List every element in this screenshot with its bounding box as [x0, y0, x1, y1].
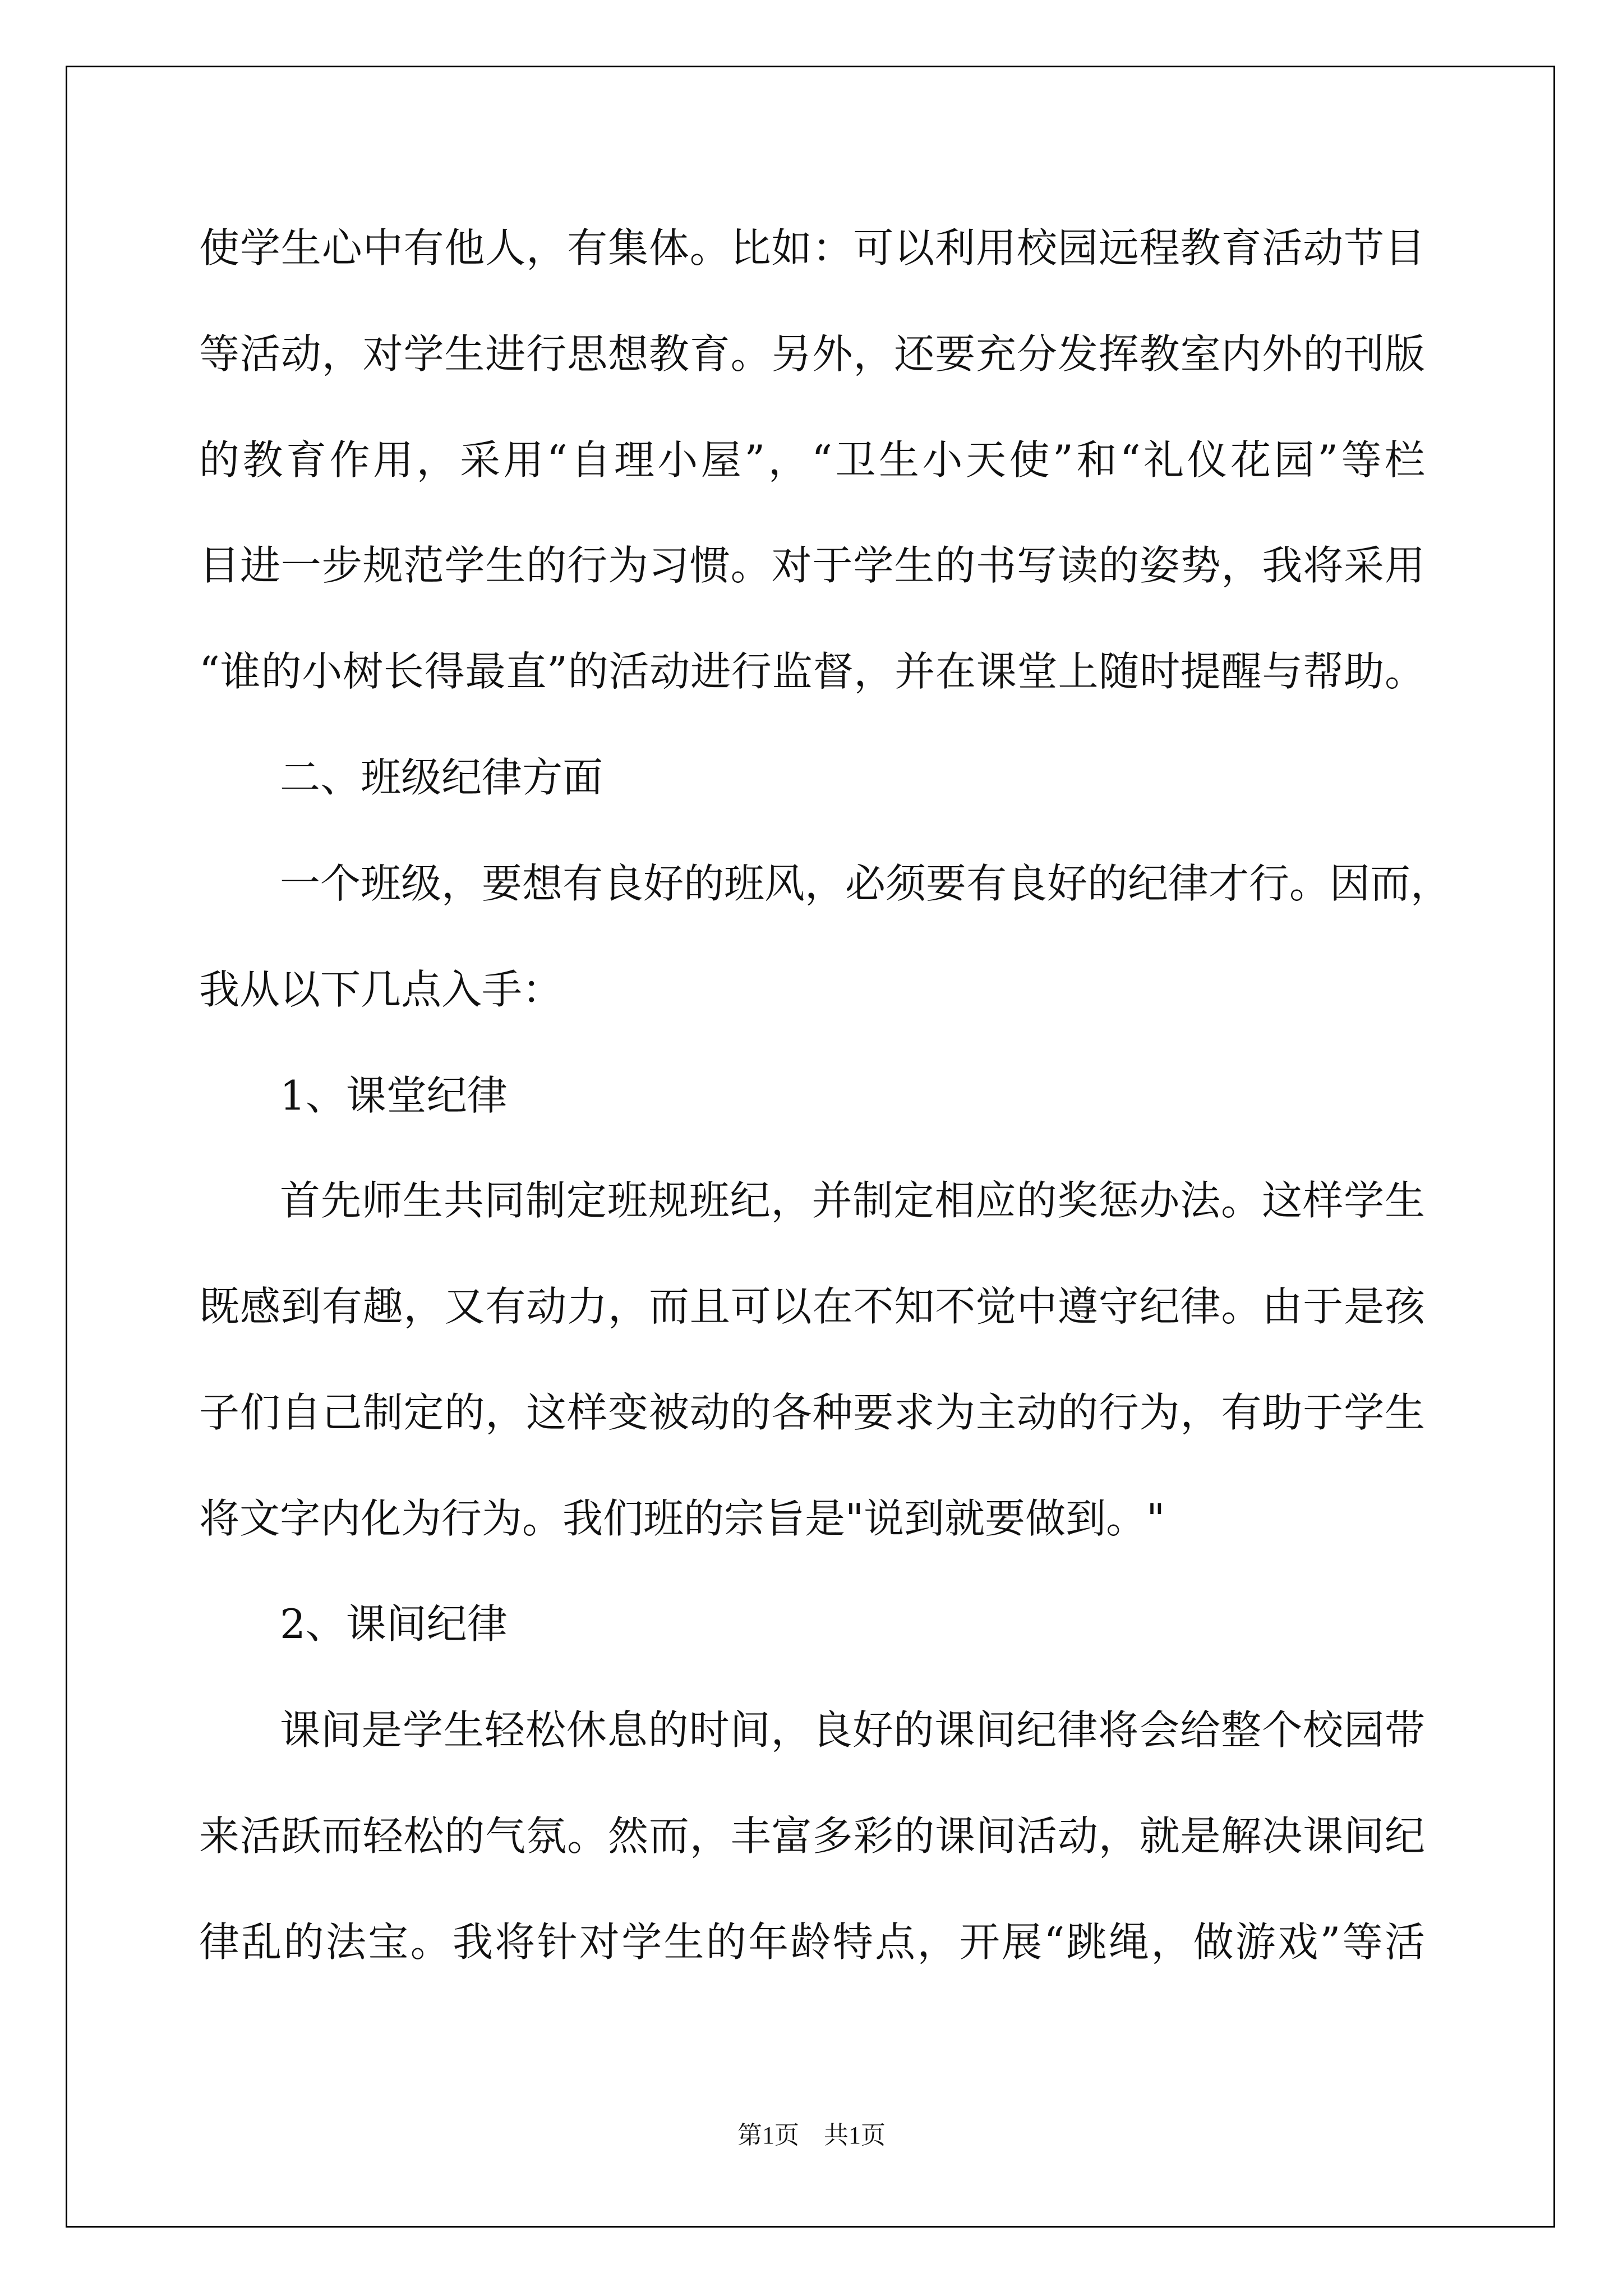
body-line: 目进一步规范学生的行为习惯。对于学生的书写读的姿势，我将采用 [199, 542, 1425, 589]
page-border [66, 66, 1555, 2228]
body-line: “谁的小树长得最直”的活动进行监督，并在课堂上随时提醒与帮助。 [199, 648, 1425, 695]
body-line: 既感到有趣，又有动力，而且可以在不知不觉中遵守纪律。由于是孩 [199, 1283, 1425, 1330]
section-heading: 二、班级纪律方面 [280, 754, 603, 801]
body-line: 将文字内化为行为。我们班的宗旨是"说到就要做到。" [199, 1495, 1165, 1542]
subsection-heading: 2、课间纪律 [280, 1600, 508, 1648]
body-line: 律乱的法宝。我将针对学生的年龄特点，开展“跳绳，做游戏”等活 [199, 1918, 1425, 1966]
body-line: 使学生心中有他人，有集体。比如：可以利用校园远程教育活动节目 [199, 224, 1425, 272]
body-line: 一个班级，要想有良好的班风，必须要有良好的纪律才行。因而， [280, 860, 1451, 907]
body-line: 子们自己制定的，这样变被动的各种要求为主动的行为，有助于学生 [199, 1389, 1425, 1436]
body-line: 课间是学生轻松休息的时间，良好的课间纪律将会给整个校园带 [280, 1706, 1425, 1754]
body-line: 的教育作用，采用“自理小屋”，“卫生小天使”和“礼仪花园”等栏 [199, 436, 1425, 484]
page-number-footer: 第1页 共1页 [737, 2122, 886, 2149]
body-line: 来活跃而轻松的气氛。然而，丰富多彩的课间活动，就是解决课间纪 [199, 1812, 1425, 1860]
body-line: 我从以下几点入手： [199, 966, 563, 1013]
body-line: 首先师生共同制定班规班纪，并制定相应的奖惩办法。这样学生 [280, 1177, 1425, 1224]
body-line: 等活动，对学生进行思想教育。另外，还要充分发挥教室内外的刊版 [199, 330, 1425, 378]
subsection-heading: 1、课堂纪律 [280, 1072, 508, 1119]
